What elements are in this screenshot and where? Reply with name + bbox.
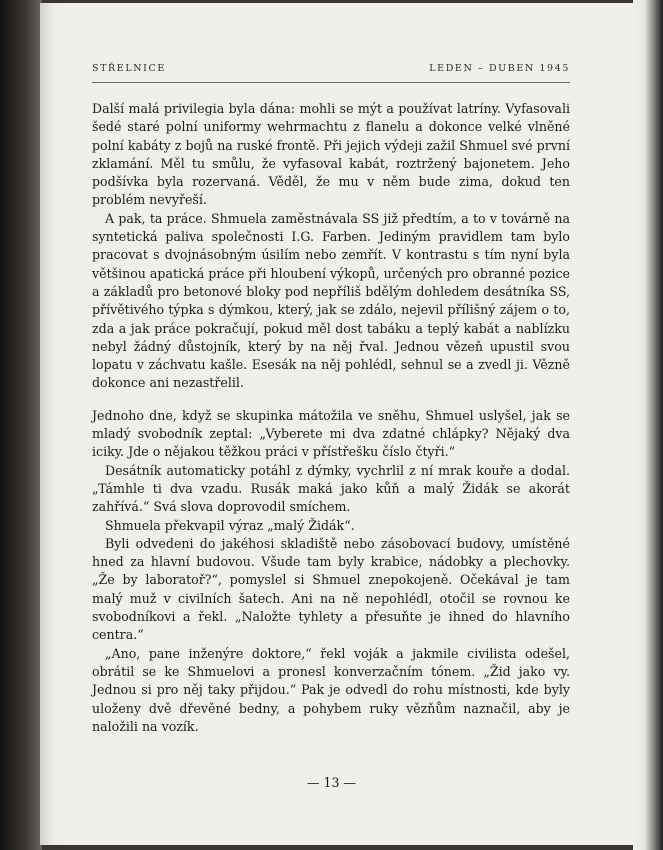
book-gutter <box>0 0 42 850</box>
paragraph: Shmuela překvapil výraz „malý Židák“. <box>105 517 355 533</box>
body-text <box>92 100 570 736</box>
paragraph: Desátník automaticky potáhl z dýmky, vychrlil z ní mrak kouře a dodal. „Támhle ti dva vzadu. Rusák maká jako kůň a malý Židák se akorát zahřívá.“ Svá slova doprovodil smíchem. <box>92 462 570 515</box>
paragraph: Další malá privilegia byla dána: mohli se mýt a používat latríny. Vyfasovali šedé staré polní uniformy wehrmachtu z flanelu a dokonce velké vlněné polní kabáty z bojů na ruské frontě. Při jejich výdeji zažil Shmuel své první zklamání. Měl tu smůlu, že vyfasoval kabát, roztržený bajonetem. Jeho podšívka byla rozervaná. Věděl, že mu v něm bude zima, dokud ten problém nevyřeší. <box>92 101 570 208</box>
page-edge <box>633 0 663 850</box>
header-chapter-title: STŘELNICE <box>92 63 166 74</box>
paragraph: Jednoho dne, když se skupinka mátožila ve sněhu, Shmuel uslyšel, jak se mladý svobodník zeptal: „Vyberete mi dva zdatné chlápky? Nějaký dva iciky. Jde o nějakou těžkou práci v přístřešku číslo čtyři.“ <box>92 407 570 460</box>
paragraph: „Ano, pane inženýre doktore,“ řekl voják a jakmile civilista odešel, obrátil se ke Shmuelovi a pronesl konverzačním tónem. „Žid jako vy. Jednou si pro něj taky přijdou.“ Pak je odvedl do rohu místnosti, kde byly uloženy dvě dřevěné bedny, a pohybem ruky vězňům naznačil, aby je naložili na vozík. <box>92 645 570 734</box>
header-rule <box>92 82 570 83</box>
page-number: — 13 — <box>306 775 357 790</box>
paragraph: Byli odvedeni do jakéhosi skladiště nebo zásobovací budovy, umístěné hned za hlavní budovou. Všude tam byly krabice, nádobky a plechovky. „Že by laboratoř?“, pomyslel si Shmuel znepokojeně. Očekával je tam malý muž v civilních šatech. Ani na ně nepohlédl, otočil se rovnou ke svobodníkovi a řekl. „Naložte tyhlety a přesuňte je ihned do hlavního centra.“ <box>92 535 570 643</box>
header-date-range: LEDEN – DUBEN 1945 <box>429 63 570 74</box>
paragraph: A pak, ta práce. Shmuela zaměstnávala SS již předtím, a to v továrně na syntetická paliva společnosti I.G. Farben. Jediným pravidlem tam bylo pracovat s dvojnásobným úsilím nebo zemřít. V kontrastu s tím nyní byla většinou apatická práce při hloubení výkopů, určených pro obranné pozice a základů pro betonové bloky pod nepříliš bdělým dohledem desátníka SS, přívětivého týpka s dýmkou, který, jak se zdálo, nejevil přílišný zájem o to, zda a jak práce pokračují, pokud měl dost tabáku a teplý kabát a nablízku nebyl žádný důstojník, který by na něj řval. Jednou vězeň upustil svou lopatu v záchvatu kašle. Esesák na něj pohlédl, sehnul se a zvedl ji. Vězně dokonce ani nezastřelil. <box>92 210 570 391</box>
